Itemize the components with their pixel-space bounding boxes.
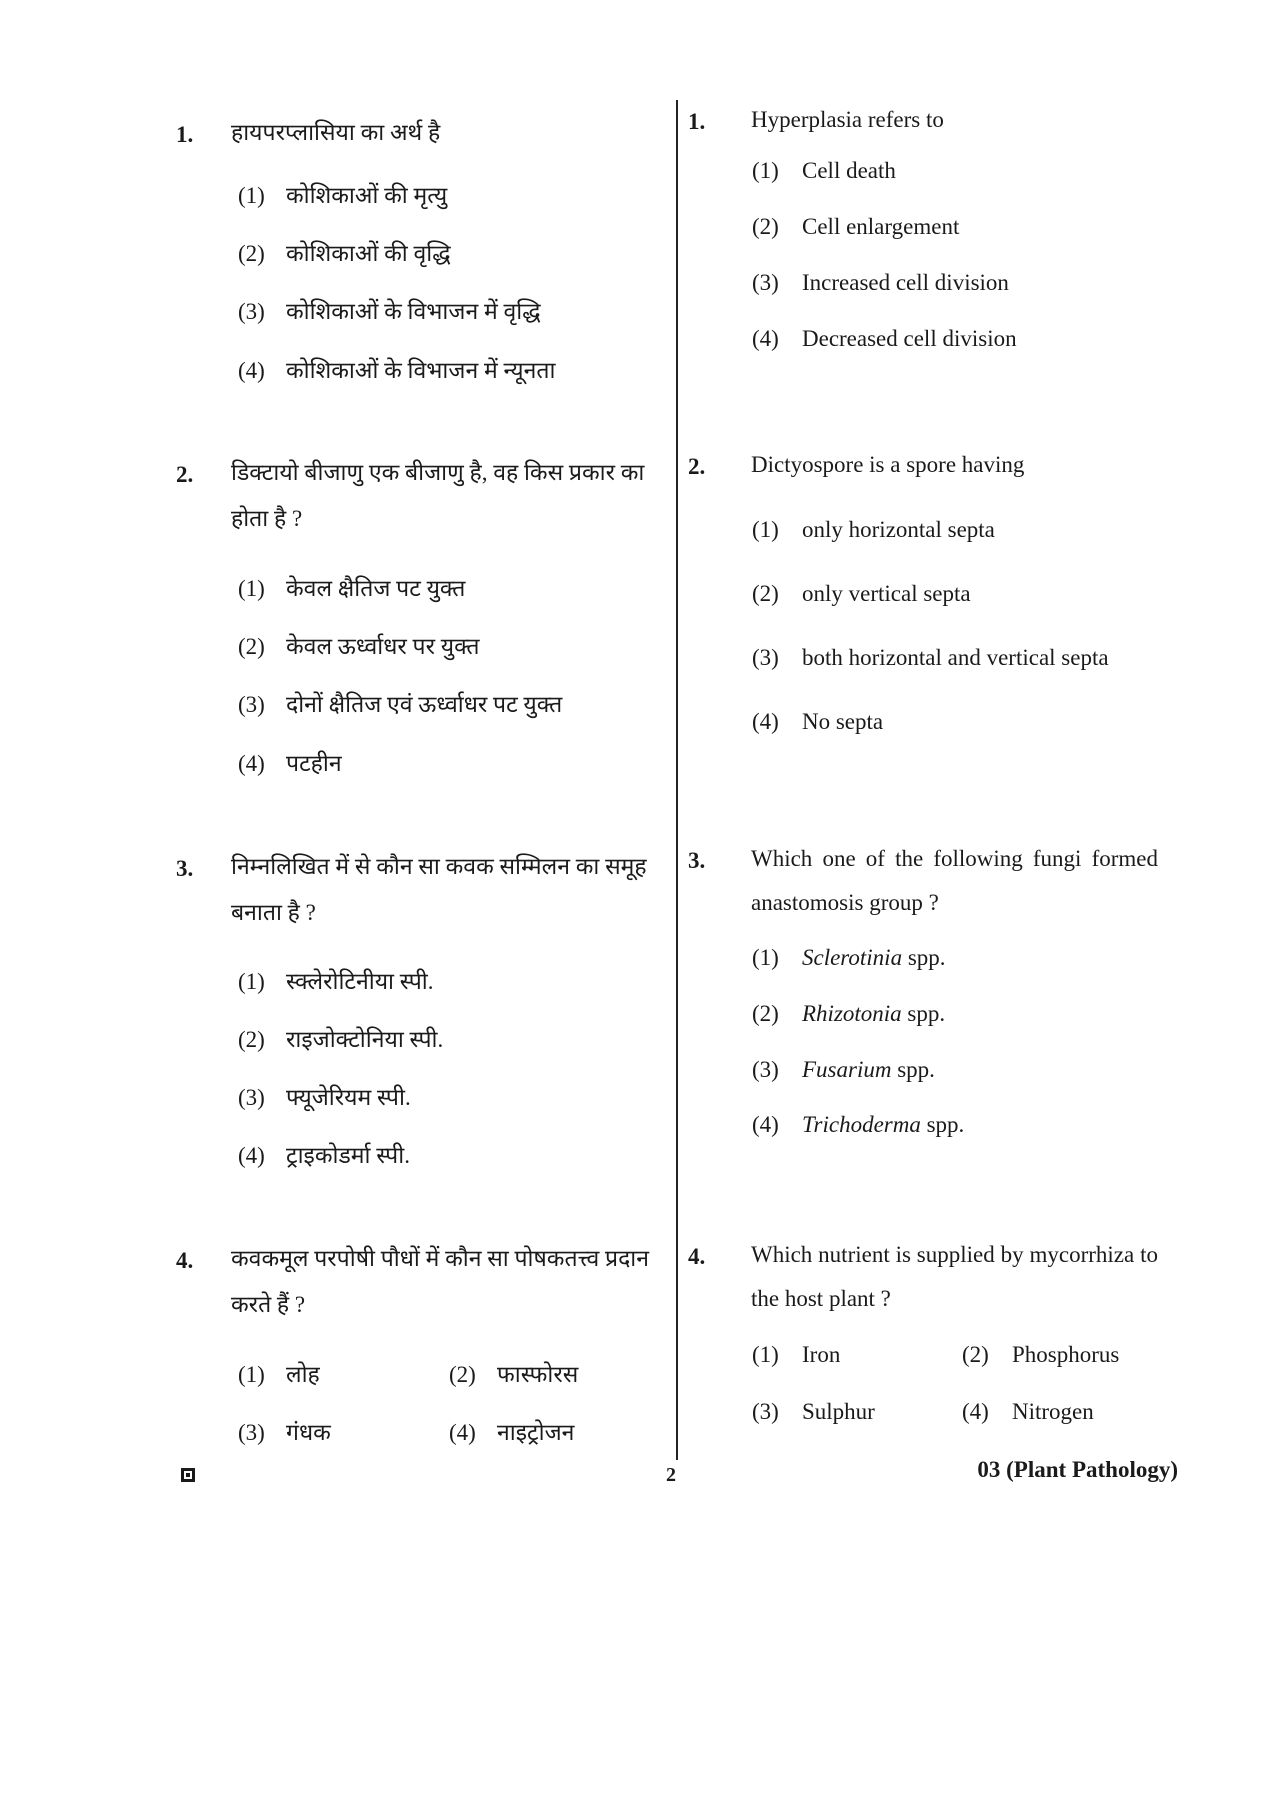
option-number: (1) [752, 945, 779, 970]
genus-name: Sclerotinia [802, 945, 903, 970]
option-number: (1) [238, 183, 265, 208]
question-number: 2. [688, 454, 706, 479]
option-4 [752, 1112, 964, 1138]
option-text: लोह [286, 1362, 320, 1387]
option-3 [752, 1057, 935, 1083]
question-text: Hyperplasia refers to [751, 107, 944, 132]
option-text: Nitrogen [1012, 1399, 1094, 1424]
option-number: (2) [752, 1001, 779, 1026]
subject-label: 03 (Plant Pathology) [977, 1457, 1178, 1482]
option-number: (2) [752, 581, 779, 606]
option-number: (4) [449, 1420, 476, 1445]
question-number: 1. [688, 109, 706, 134]
question-number: 1. [176, 122, 194, 147]
option-text: फास्फोरस [497, 1362, 579, 1387]
option-1 [238, 1357, 320, 1389]
option-4 [449, 1415, 574, 1447]
option-number: (3) [752, 1399, 779, 1424]
option-number: (3) [752, 1057, 779, 1082]
option-text: स्क्लेरोटिनीया स्पी. [286, 969, 434, 994]
option-3 [752, 645, 1109, 671]
option-number: (4) [752, 1112, 779, 1137]
question-number: 3. [176, 856, 194, 881]
genus-name: Trichoderma [802, 1112, 921, 1137]
option-1 [752, 1342, 840, 1368]
option-number: (2) [238, 241, 265, 266]
option-3 [238, 1080, 411, 1112]
option-text: spp. [920, 1112, 965, 1137]
option-2 [752, 581, 971, 607]
question-text: निम्नलिखित में से कौन सा कवक सम्मिलन का समूह बनाता है ? [231, 854, 647, 925]
option-text: केवल क्षैतिज पट युक्त [286, 576, 466, 601]
option-1 [752, 945, 946, 971]
column-divider [676, 100, 678, 1460]
option-number: (2) [238, 634, 265, 659]
option-number: (1) [238, 1362, 265, 1387]
question-text: कवकमूल परपोषी पौधों में कौन सा पोषकतत्त्व प्रदान करते हैं ? [231, 1246, 650, 1317]
page-number: 2 [666, 1464, 676, 1486]
option-number: (1) [238, 969, 265, 994]
question-text: डिक्टायो बीजाणु एक बीजाणु है, वह किस प्रकार का होता है ? [231, 460, 645, 531]
option-number: (1) [752, 517, 779, 542]
question-number: 4. [688, 1244, 706, 1269]
option-4 [238, 746, 342, 778]
option-text: पटहीन [286, 751, 342, 776]
option-number: (2) [752, 214, 779, 239]
option-number: (3) [238, 692, 265, 717]
option-text: दोनों क्षैतिज एवं ऊर्ध्वाधर पट युक्त [286, 692, 563, 717]
option-text: Cell enlargement [802, 214, 960, 239]
question-number: 4. [176, 1248, 194, 1273]
option-text: only horizontal septa [802, 517, 995, 542]
option-number: (4) [238, 358, 265, 383]
option-1 [752, 517, 995, 543]
option-4 [238, 353, 555, 385]
option-text: only vertical septa [802, 581, 971, 606]
question-number: 2. [176, 462, 194, 487]
option-text: कोशिकाओं की मृत्यु [286, 183, 448, 208]
option-text: Increased cell division [802, 270, 1009, 295]
option-2 [449, 1357, 578, 1389]
option-number: (4) [752, 326, 779, 351]
option-number: (4) [752, 709, 779, 734]
question-text: Which nutrient is supplied by mycorrhiza to the host plant ? [751, 1242, 1158, 1311]
option-2 [238, 236, 451, 268]
question-text: Dictyospore is a spore having [751, 452, 1025, 477]
option-number: (3) [238, 299, 265, 324]
option-text: No septa [802, 709, 884, 734]
question-text: हायपरप्लासिया का अर्थ है [231, 120, 441, 145]
option-number: (4) [238, 1143, 265, 1168]
option-3 [238, 294, 541, 326]
option-text: spp. [902, 945, 946, 970]
option-text: Sulphur [802, 1399, 875, 1424]
option-number: (4) [962, 1399, 989, 1424]
option-2 [752, 1001, 945, 1027]
option-text: राइजोक्टोनिया स्पी. [286, 1027, 444, 1052]
option-4 [238, 1138, 410, 1170]
question-text: Which one of the following fungi formed anastomosis group ? [751, 846, 1158, 915]
option-text: कोशिकाओं के विभाजन में वृद्धि [286, 299, 541, 324]
option-text: Iron [802, 1342, 841, 1367]
option-number: (2) [449, 1362, 476, 1387]
option-text: Decreased cell division [802, 326, 1017, 351]
option-1 [238, 571, 465, 603]
option-4 [962, 1399, 1094, 1425]
option-text: Phosphorus [1012, 1342, 1120, 1367]
option-number: (3) [238, 1085, 265, 1110]
option-text: Cell death [802, 158, 896, 183]
option-4 [752, 326, 1017, 352]
option-2 [238, 1022, 443, 1054]
option-1 [238, 178, 447, 210]
option-text: ट्राइकोडर्मा स्पी. [286, 1143, 410, 1168]
option-2 [752, 214, 959, 240]
option-3 [238, 1415, 331, 1447]
option-text: कोशिकाओं के विभाजन में न्यूनता [286, 358, 556, 383]
option-3 [752, 270, 1009, 296]
genus-name: Fusarium [802, 1057, 892, 1082]
option-text: both horizontal and vertical septa [802, 645, 1109, 670]
option-number: (3) [238, 1420, 265, 1445]
option-3 [238, 687, 562, 719]
option-1 [238, 964, 433, 996]
option-number: (1) [752, 1342, 779, 1367]
option-3 [752, 1399, 875, 1425]
option-2 [238, 629, 480, 661]
option-2 [962, 1342, 1119, 1368]
option-text: कोशिकाओं की वृद्धि [286, 241, 451, 266]
option-text: फ्यूजेरियम स्पी. [286, 1085, 411, 1110]
option-number: (1) [752, 158, 779, 183]
genus-name: Rhizotonia [802, 1001, 902, 1026]
option-number: (4) [238, 751, 265, 776]
option-number: (2) [238, 1027, 265, 1052]
option-number: (3) [752, 645, 779, 670]
option-number: (1) [238, 576, 265, 601]
option-text: केवल ऊर्ध्वाधर पर युक्त [286, 634, 480, 659]
option-text: नाइट्रोजन [497, 1420, 575, 1445]
square-marker-icon [181, 1468, 195, 1482]
option-number: (2) [962, 1342, 989, 1367]
option-text: गंधक [286, 1420, 331, 1445]
option-text: spp. [901, 1001, 946, 1026]
option-4 [752, 709, 883, 735]
option-text: spp. [891, 1057, 935, 1082]
question-number: 3. [688, 848, 706, 873]
option-1 [752, 158, 896, 184]
option-number: (3) [752, 270, 779, 295]
